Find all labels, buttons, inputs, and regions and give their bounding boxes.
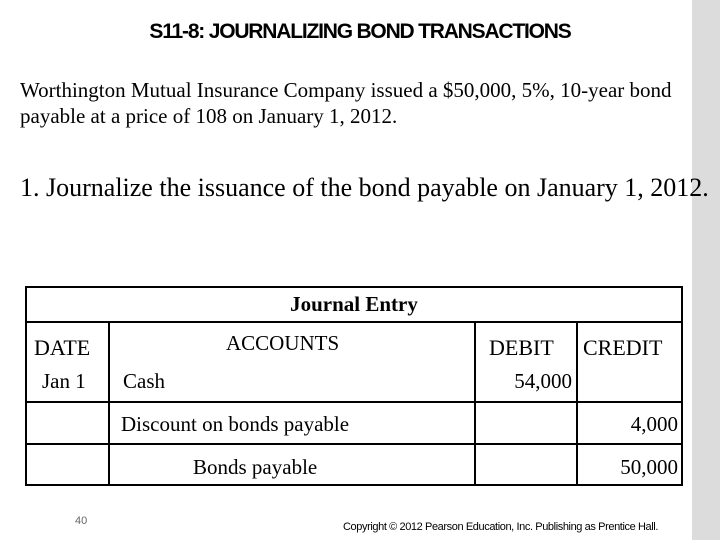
debit-header: DEBIT — [489, 335, 554, 360]
problem-statement: Worthington Mutual Insurance Company issued a $50,000, 5%, 10-year bond payable at a price of 108 on January 1, 2012. — [20, 78, 672, 128]
row-2-credit: 4,000 — [630, 412, 678, 436]
column-divider — [474, 321, 476, 486]
decorative-side-bar — [692, 0, 720, 540]
date-header: DATE — [34, 335, 91, 360]
row-3-account: Bonds payable — [193, 455, 318, 479]
row-1-date: Jan 1 — [42, 369, 86, 393]
question-prompt: 1. Journalize the issuance of the bond payable on January 1, 2012. — [20, 173, 709, 202]
row-1-debit: 54,000 — [514, 369, 572, 393]
accounts-header: ACCOUNTS — [226, 331, 340, 355]
row-2-account: Discount on bonds payable — [121, 412, 350, 436]
slide-title: S11-8: JOURNALIZING BOND TRANSACTIONS — [149, 20, 571, 43]
column-divider — [108, 321, 110, 486]
journal-entry-table — [25, 286, 683, 486]
journal-title: Journal Entry — [290, 292, 418, 316]
copyright-notice: Copyright © 2012 Pearson Education, Inc. Publishing as Prentice Hall. — [343, 521, 658, 533]
row-3-credit: 50,000 — [620, 455, 678, 479]
credit-header: CREDIT — [583, 335, 663, 360]
row-divider — [25, 443, 683, 445]
title-divider — [25, 321, 683, 323]
row-divider — [25, 401, 683, 403]
page-number: 40 — [75, 515, 88, 527]
row-1-account: Cash — [123, 369, 165, 393]
